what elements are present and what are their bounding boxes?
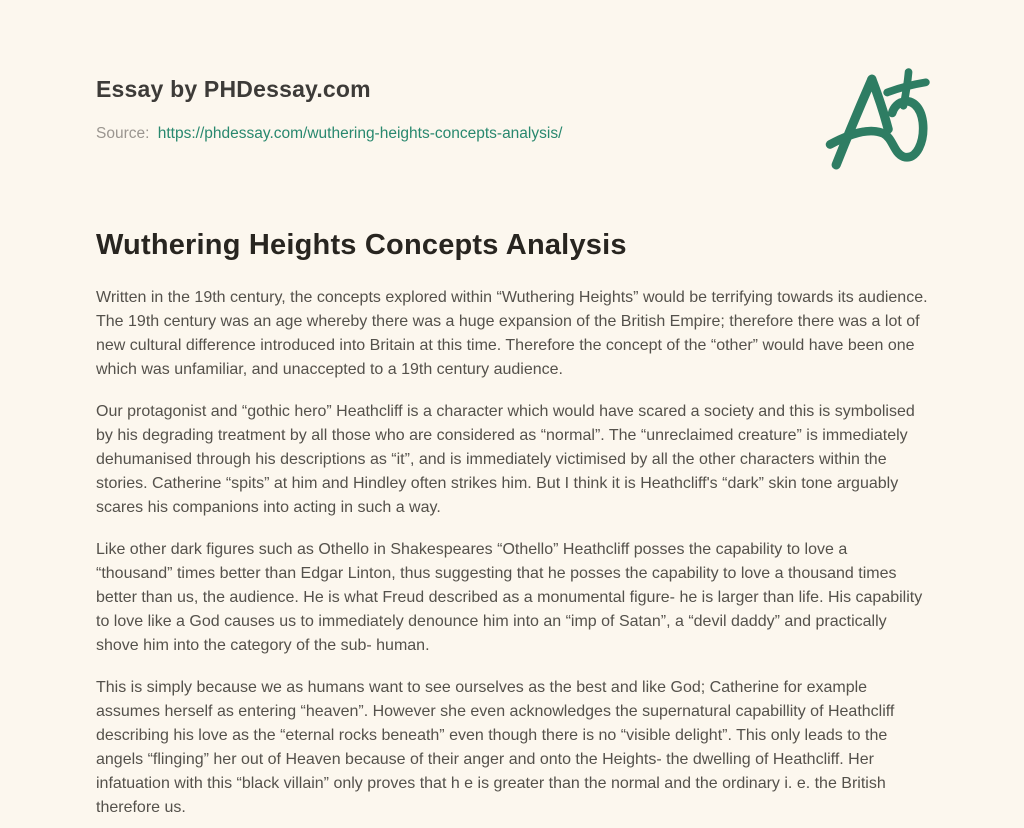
a-plus-logo-icon xyxy=(820,66,938,172)
page-header xyxy=(96,76,928,143)
page-title: Essay by PHDessay.com xyxy=(96,76,371,102)
essay-body xyxy=(96,228,928,820)
essay-paragraph-4: This is simply because we as humans want to see ourselves as the best and like God; Catherine for example assumes herself as entering “heaven”. However she even acknowledges the supernatural capabillity of Heathcliff describing his love as the “eternal rocks beneath” even though there is no “visible delight”. This only leads to the angels “flinging” her out of Heaven because of their anger and onto the Heights- the dwelling of Heathcliff. Her infatuation with this “black villain” only proves that h e is greater than the normal and the ordinary i. e. the British therefore us. xyxy=(96,679,895,816)
essay-paragraph-2: Our protagonist and “gothic hero” Heathcliff is a character which would have scared a society and this is symbolised by his degrading treatment by all those who are considered as “normal”. The “unreclaimed creature” is immediately dehumanised through his descriptions as “it”, and is immediately victimised by all the other characters within the stories. Catherine “spits” at him and Hindley often strikes him. But I think it is Heathcliff's “dark” skin tone arguably scares his companions into acting in such a way. xyxy=(96,403,915,516)
source-label: Source: xyxy=(96,125,150,142)
essay-title: Wuthering Heights Concepts Analysis xyxy=(96,229,627,261)
source-line xyxy=(96,125,928,143)
essay-paragraph-1: Written in the 19th century, the concepts explored within “Wuthering Heights” would be terrifying towards its audience. The 19th century was an age whereby there was a huge expansion of the British Empire; therefore there was a lot of new cultural difference introduced into Britain at this time. Therefore the concept of the “other” would have been one which was unfamiliar, and unaccepted to a 19th century audience. xyxy=(96,289,928,378)
essay-paragraph-3: Like other dark figures such as Othello in Shakespeares “Othello” Heathcliff posses the capability to love a “thousand” times better than Edgar Linton, thus suggesting that he posses the capability to love a thousand times better than us, the audience. He is what Freud described as a monumental figure- he is larger than life. His capability to love like a God causes us to immediately denounce him into an “imp of Satan”, a “devil daddy” and practically shove him into the category of the sub- human. xyxy=(96,541,923,654)
source-url-link[interactable]: https://phdessay.com/wuthering-heights-concepts-analysis/ xyxy=(157,125,563,142)
